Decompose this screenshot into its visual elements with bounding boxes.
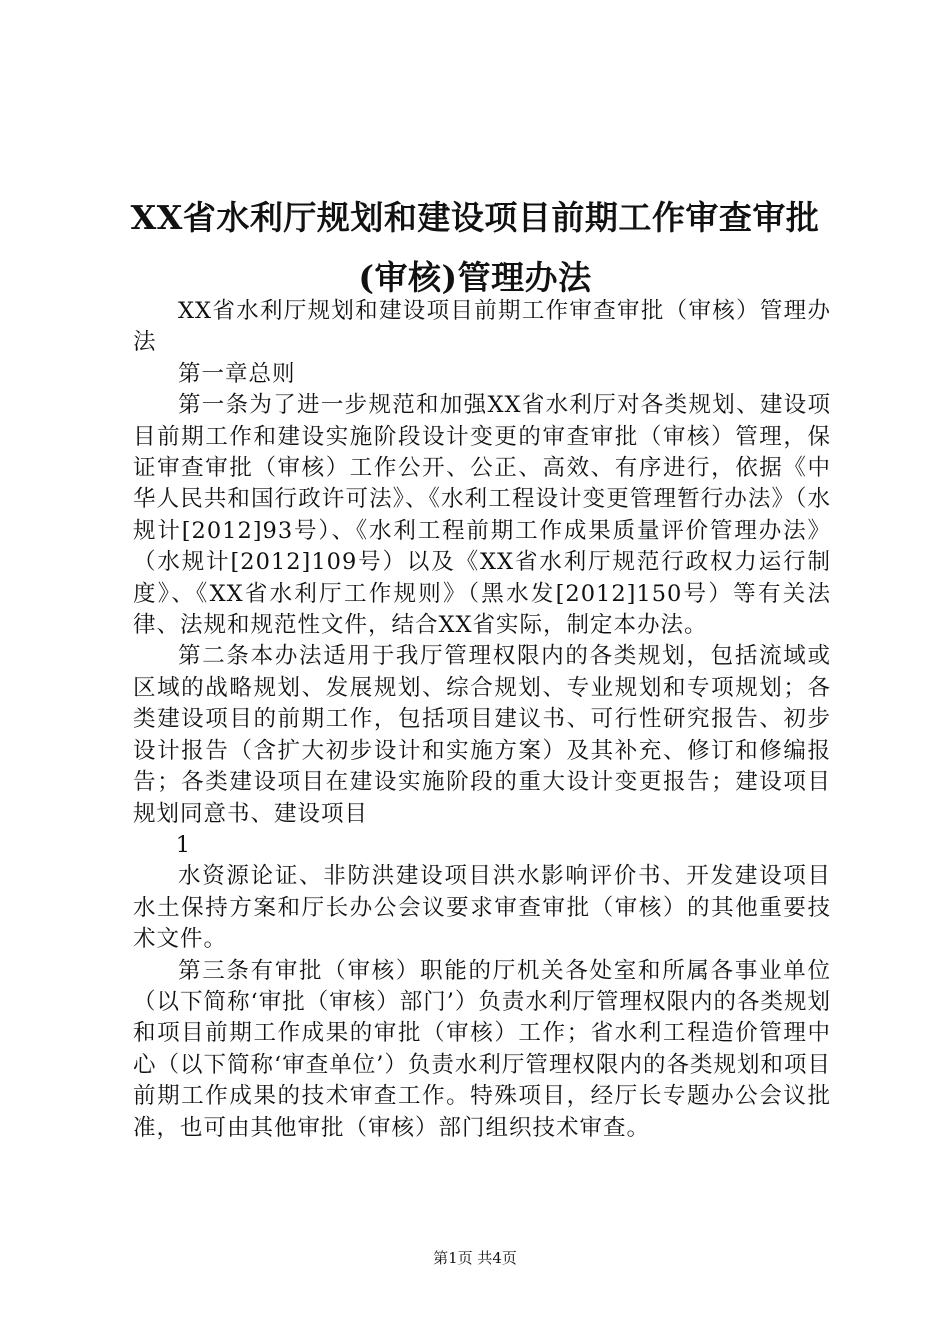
document-title: XX省水利厅规划和建设项目前期工作审查审批(审核)管理办法 xyxy=(130,198,820,297)
article-3: 第三条有审批（审核）职能的厅机关各处室和所属各事业单位（以下简称‘审批（审核）部门’）负责水利厅管理权限内的各类规划和项目前期工作成果的审批（审核）工作；省水利工程造价管理中心（以下简称‘审查单位’）负责水利厅管理权限内的各类规划和项目前期工作成果的技术审查工作。特殊项目，经厅长专题办公会议批准，也可由其他审批（审核）部门组织技术审查。 xyxy=(133,957,831,1141)
inline-page-number: 1 xyxy=(175,831,192,858)
article-1: 第一条为了进一步规范和加强XX省水利厅对各类规划、建设项目前期工作和建设实施阶段设计变更的审查审批（审核）管理，保证审查审批（审核）工作公开、公正、高效、有序进行，依据《中华人民共和国行政许可法》、《水利工程设计变更管理暂行办法》（水规计[2012]93号）、《水利工程前期工作成果质量评价管理办法》（水规计[2012]109号）以及《XX省水利厅规范行政权力运行制度》、《XX省水利厅工作规则》（黑水发[2012]150号）等有关法律、法规和规范性文件，结合XX省实际，制定本办法。 xyxy=(133,392,831,639)
document-body xyxy=(133,296,831,1144)
paragraph-doc-name: XX省水利厅规划和建设项目前期工作审查审批（审核）管理办法 xyxy=(133,298,831,356)
page-footer: 第1页 共4页 xyxy=(433,1249,517,1267)
chapter-heading: 第一章总则 xyxy=(178,360,296,387)
article-2: 第二条本办法适用于我厅管理权限内的各类规划，包括流域或区域的战略规划、发展规划、综合规划、专业规划和专项规划；各类建设项目的前期工作，包括项目建议书、可行性研究报告、初步设计报告（含扩大初步设计和实施方案）及其补充、修订和修编报告；各类建设项目在建设实施阶段的重大设计变更报告；建设项目规划同意书、建设项目 xyxy=(133,643,831,827)
article-2-continued: 水资源论证、非防洪建设项目洪水影响评价书、开发建设项目水土保持方案和厅长办公会议要求审查审批（审核）的其他重要技术文件。 xyxy=(133,863,831,953)
